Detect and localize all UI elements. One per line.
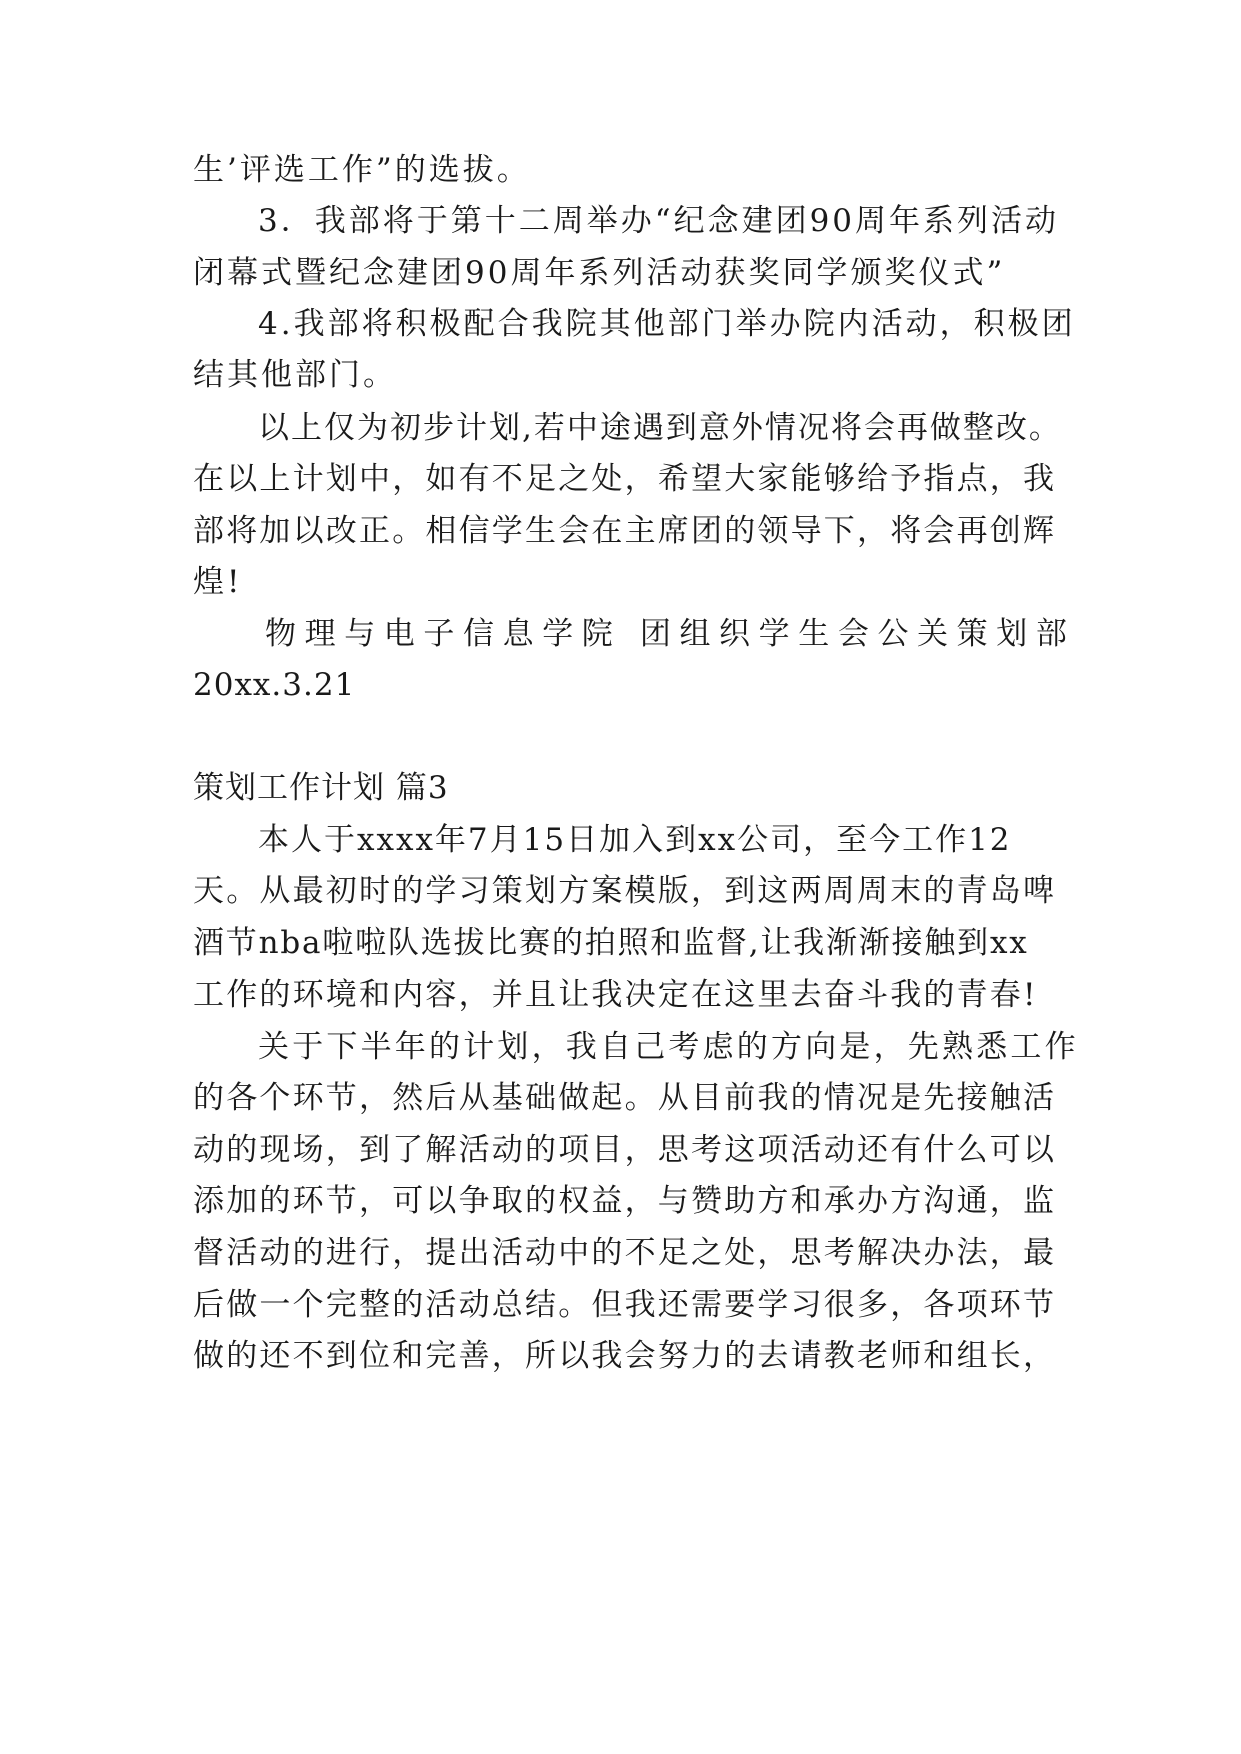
text-line: 煌! bbox=[193, 564, 243, 600]
text-line: 结其他部门。 bbox=[193, 357, 397, 393]
text-line: 生’评选工作”的选拔。 bbox=[193, 152, 531, 188]
text-line: 督活动的进行，提出活动中的不足之处，思考解决办法，最 bbox=[193, 1235, 1057, 1271]
text-line: 部将加以改正。相信学生会在主席团的领导下，将会再创辉 bbox=[193, 513, 1057, 549]
text-line: 闭幕式暨纪念建团90周年系列活动获奖同学颁奖仪式” bbox=[193, 255, 1006, 291]
signature-organization: 物理与电子信息学院 团组织学生会公关策划部 bbox=[265, 616, 1076, 652]
paragraph-start: 以上仅为初步计划,若中途遇到意外情况将会再做整改。 bbox=[258, 410, 1062, 446]
signature-date: 20xx.3.21 bbox=[193, 667, 356, 703]
list-item-3: 3．我部将于第十二周举办“纪念建团90周年系列活动 bbox=[258, 203, 1060, 239]
list-item-4: 4.我部将积极配合我院其他部门举办院内活动，积极团 bbox=[258, 306, 1076, 342]
text-line: 的各个环节，然后从基础做起。从目前我的情况是先接触活 bbox=[193, 1080, 1057, 1116]
paragraph-start: 本人于xxxx年7月15日加入到xx公司，至今工作12 bbox=[258, 822, 1012, 858]
text-line: 添加的环节，可以争取的权益，与赞助方和承办方沟通，监 bbox=[193, 1183, 1057, 1219]
text-line: 做的还不到位和完善，所以我会努力的去请教老师和组长， bbox=[193, 1338, 1057, 1374]
text-line: 工作的环境和内容，并且让我决定在这里去奋斗我的青春! bbox=[193, 977, 1038, 1013]
text-line: 后做一个完整的活动总结。但我还需要学习很多，各项环节 bbox=[193, 1287, 1057, 1323]
section-heading: 策划工作计划 篇3 bbox=[193, 770, 449, 806]
text-line: 动的现场，到了解活动的项目，思考这项活动还有什么可以 bbox=[193, 1132, 1057, 1168]
text-line: 酒节nba啦啦队选拔比赛的拍照和监督,让我渐渐接触到xx bbox=[193, 925, 1029, 961]
text-line: 天。从最初时的学习策划方案模版，到这两周周末的青岛啤 bbox=[193, 873, 1057, 909]
paragraph-start: 关于下半年的计划，我自己考虑的方向是，先熟悉工作 bbox=[258, 1029, 1079, 1065]
text-line: 在以上计划中，如有不足之处，希望大家能够给予指点，我 bbox=[193, 461, 1057, 497]
